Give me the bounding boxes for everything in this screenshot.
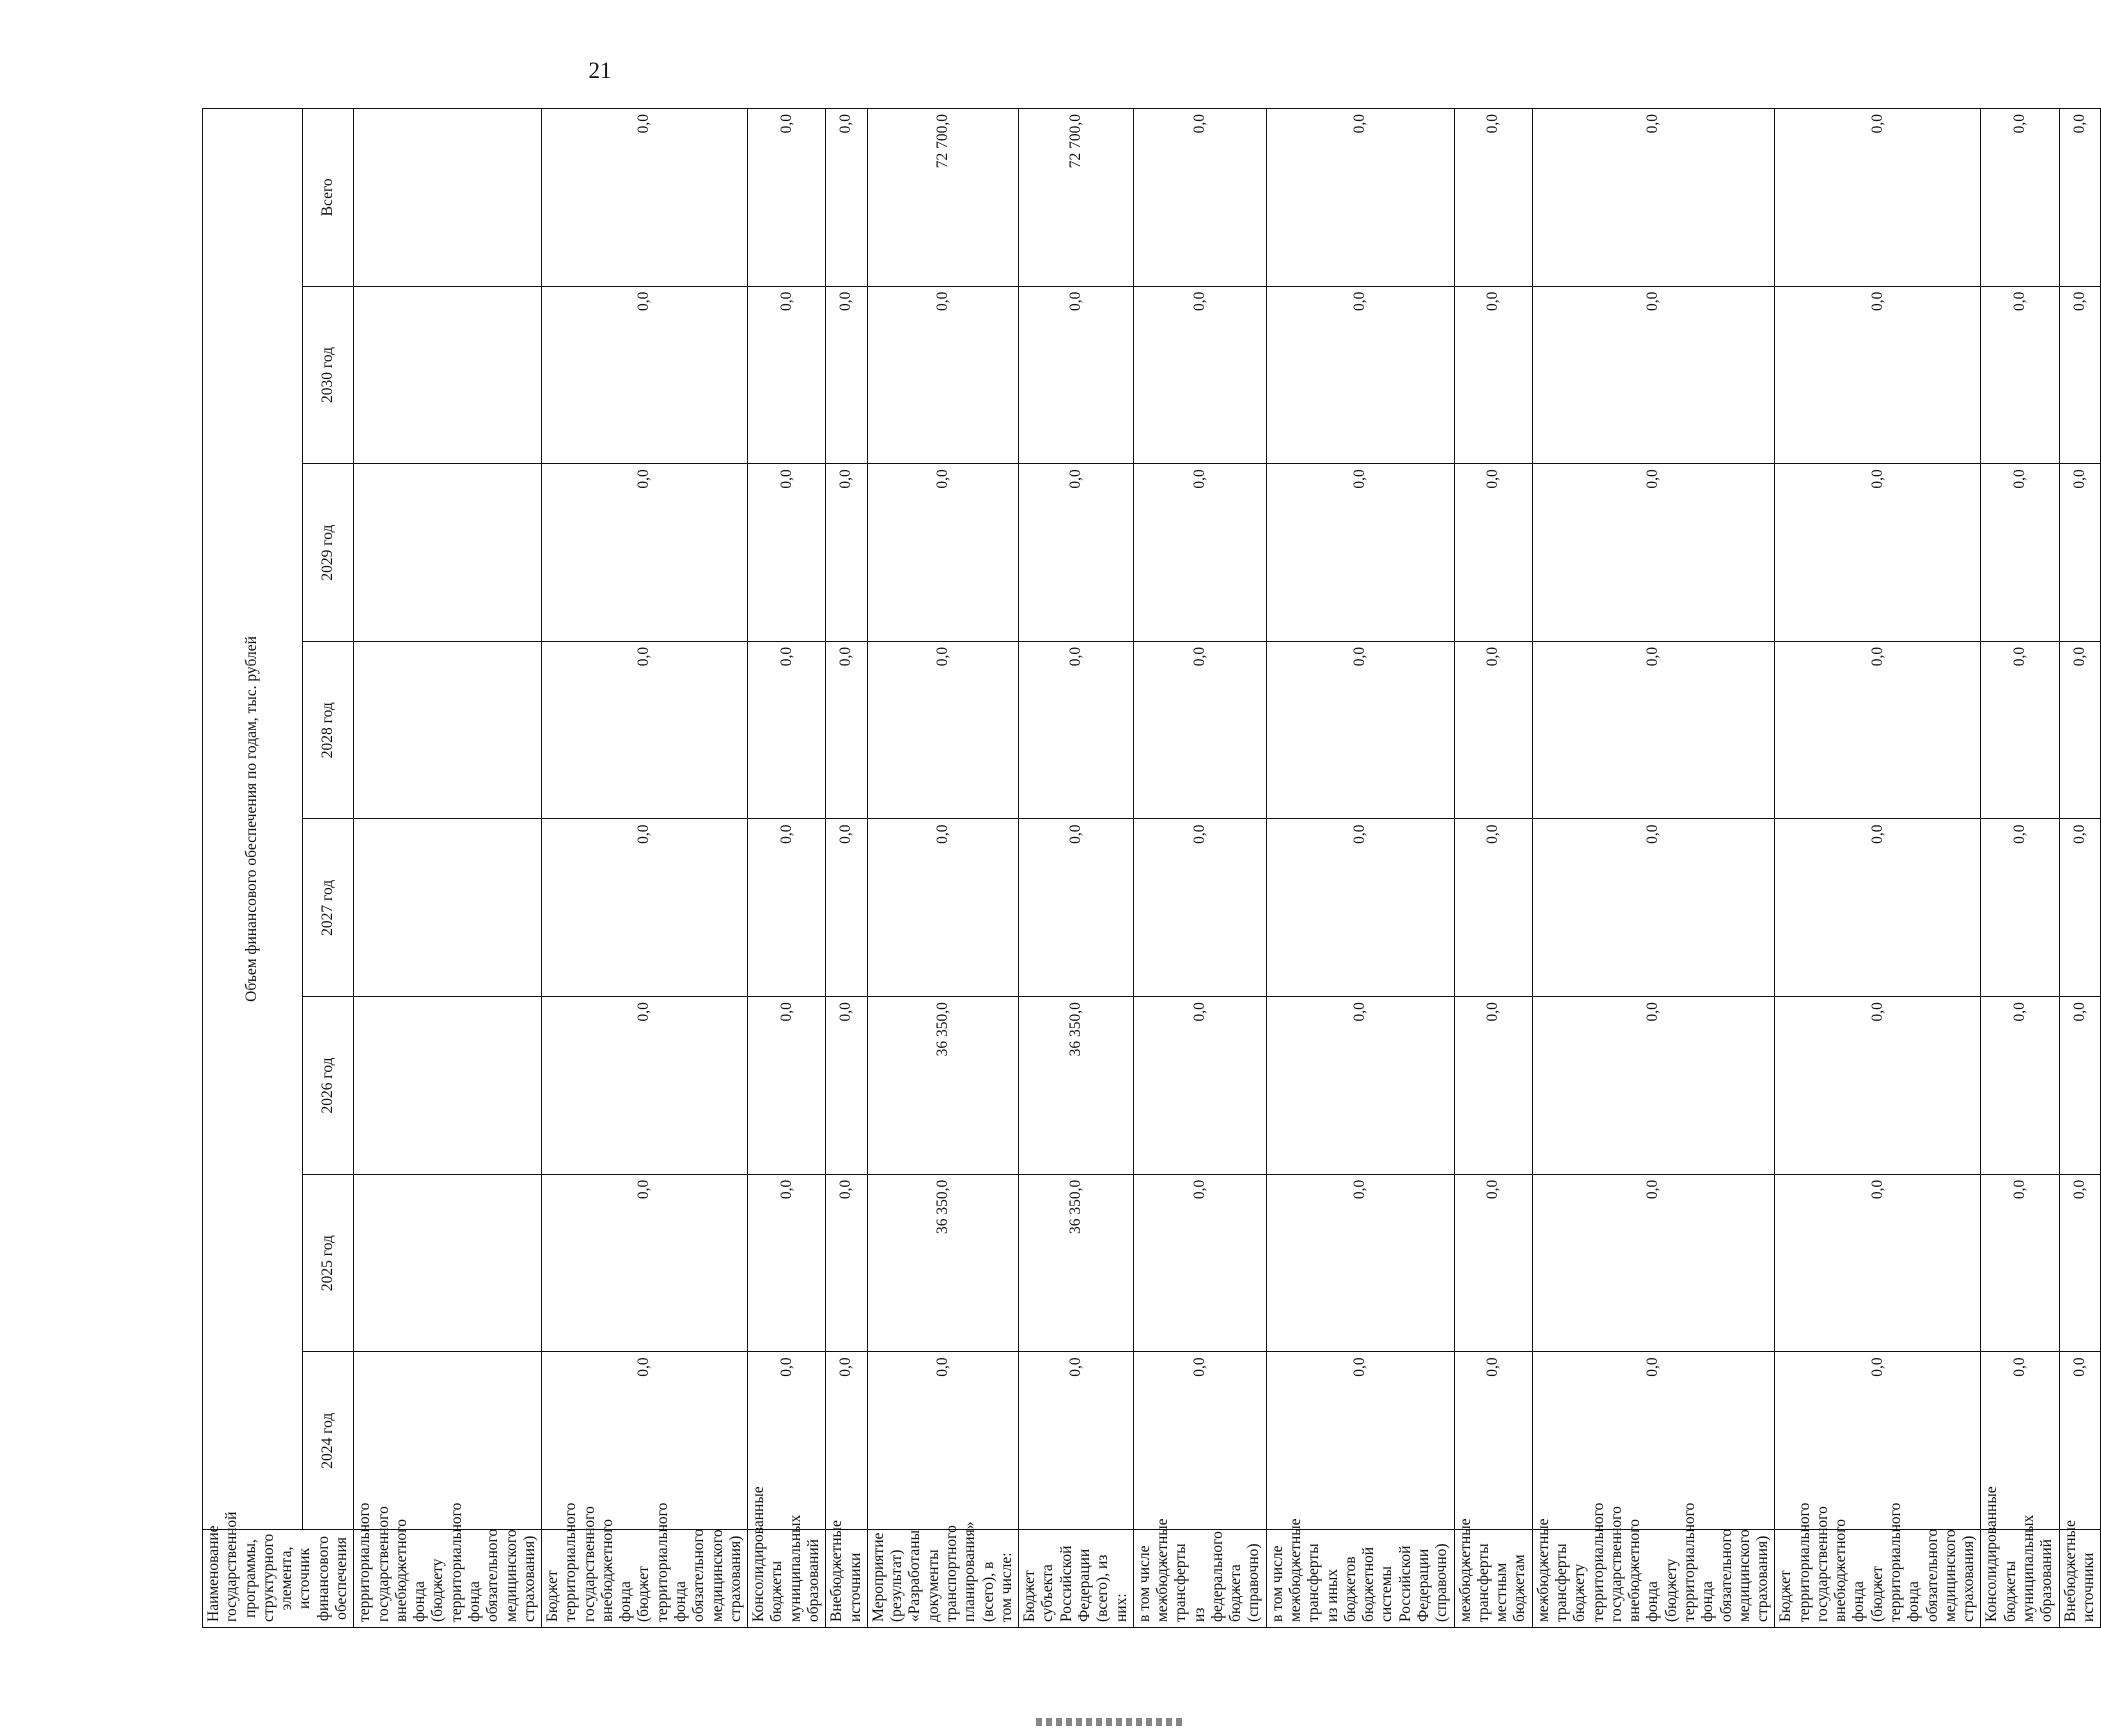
cell-value: 0,0 [1532,819,1775,997]
header-row-2 [303,109,354,1628]
cell-value: 0,0 [2059,1352,2101,1530]
cell-value: 0,0 [826,1352,868,1530]
cell-value: 0,0 [1133,1174,1266,1352]
table-row [1266,109,1454,1628]
table-row [826,109,868,1628]
table-row [1981,109,2059,1628]
cell-value: 0,0 [1019,464,1134,642]
cell-value: 0,0 [1775,641,1981,819]
cell-value: 0,0 [2059,819,2101,997]
cell-value: 0,0 [1981,997,2059,1175]
header-row-1 [203,109,303,1628]
cell-value: 0,0 [542,997,748,1175]
cell-value: 0,0 [1981,641,2059,819]
header-volume: Объем финансового обеспечения по годам, тыс. рублей [203,109,303,1530]
row-label: межбюджетные трансферты бюджету территориального государственного внебюджетного фонда (бюджету территориального фонда обязательного медицинского страхования) [1532,1530,1775,1628]
cell-value: 0,0 [1019,286,1134,464]
cell-value: 0,0 [1454,1174,1532,1352]
row-label: в том числе межбюджетные трансферты из иных бюджетов бюджетной системы Российской Федерации (справочно) [1266,1530,1454,1628]
cell-value: 0,0 [748,464,826,642]
cell-value: 0,0 [748,641,826,819]
cell-value: 0,0 [826,997,868,1175]
cell-value [354,997,542,1175]
cell-value [354,1174,542,1352]
cell-value: 0,0 [1454,286,1532,464]
cell-value: 0,0 [1454,641,1532,819]
header-year-2027: 2027 год [303,819,354,997]
cell-value: 0,0 [867,819,1018,997]
cell-value: 0,0 [2059,286,2101,464]
table-body [354,109,2101,1628]
cell-value: 0,0 [1532,1174,1775,1352]
header-year-2025: 2025 год [303,1174,354,1352]
cell-value: 0,0 [2059,464,2101,642]
header-year-2026: 2026 год [303,997,354,1175]
header-name-column: Наименование государственной программы, структурного элемента, источник финансового обеспечения [203,1530,354,1628]
cell-value: 0,0 [1266,464,1454,642]
cell-value: 0,0 [2059,997,2101,1175]
cell-value: 0,0 [748,1352,826,1530]
cell-value: 0,0 [1775,286,1981,464]
cell-value: 0,0 [542,819,748,997]
cell-value: 0,0 [1019,819,1134,997]
cell-value: 36 350,0 [867,997,1018,1175]
cell-value: 0,0 [1133,1352,1266,1530]
row-label: Внебюджетные источники [826,1530,868,1628]
table-row [1019,109,1134,1628]
cell-total: 72 700,0 [1019,109,1134,287]
table-row [2059,109,2101,1628]
cell-value: 0,0 [1133,819,1266,997]
header-year-2028: 2028 год [303,641,354,819]
cell-value [354,819,542,997]
page-number: 21 [588,58,612,83]
cell-value: 0,0 [1266,641,1454,819]
row-label: территориального государственного внебюджетного фонда (бюджету территориального фонда обязательного медицинского страхования) [354,1530,542,1628]
cell-total: 0,0 [542,109,748,287]
cell-value: 0,0 [826,641,868,819]
cell-value: 0,0 [1454,1352,1532,1530]
cell-value: 0,0 [1133,464,1266,642]
cell-value: 0,0 [1266,286,1454,464]
cell-value: 0,0 [1454,464,1532,642]
cell-value: 0,0 [542,464,748,642]
table-row [354,109,542,1628]
row-label: Внебюджетные источники [2059,1530,2101,1628]
cell-value: 0,0 [1775,1174,1981,1352]
cell-value: 0,0 [542,1352,748,1530]
table-row [1454,109,1532,1628]
cell-total: 0,0 [2059,109,2101,287]
cell-value: 0,0 [1532,1352,1775,1530]
cell-value: 0,0 [1981,1352,2059,1530]
header-total: Всего [303,109,354,287]
cell-value: 36 350,0 [1019,1174,1134,1352]
cell-value: 0,0 [1133,997,1266,1175]
cell-value: 0,0 [748,286,826,464]
cell-value: 0,0 [1775,1352,1981,1530]
cell-value: 0,0 [1775,464,1981,642]
cell-value: 0,0 [1532,286,1775,464]
cell-value: 0,0 [2059,641,2101,819]
scan-artifact [1036,1718,1186,1726]
cell-value: 0,0 [1266,1174,1454,1352]
cell-value: 0,0 [1981,819,2059,997]
cell-value [354,286,542,464]
financing-table [202,108,2101,1628]
cell-value: 0,0 [748,997,826,1175]
row-label: Консолидированные бюджеты муниципальных образований [1981,1530,2059,1628]
cell-value: 0,0 [1981,1174,2059,1352]
cell-value: 0,0 [1019,641,1134,819]
cell-value: 0,0 [542,286,748,464]
cell-value: 0,0 [867,1352,1018,1530]
row-label: Бюджет территориального государственного внебюджетного фонда (бюджет территориального фонда обязательного медицинского страхования) [1775,1530,1981,1628]
cell-value: 0,0 [826,464,868,642]
cell-value [354,641,542,819]
cell-value: 0,0 [1266,1352,1454,1530]
table-row [748,109,826,1628]
cell-value: 0,0 [1019,1352,1134,1530]
cell-value [354,464,542,642]
table-row [1133,109,1266,1628]
cell-total: 0,0 [1775,109,1981,287]
cell-value: 0,0 [867,464,1018,642]
cell-total [354,109,542,287]
row-label: Консолидированные бюджеты муниципальных образований [748,1530,826,1628]
cell-value: 0,0 [826,286,868,464]
header-year-2029: 2029 год [303,464,354,642]
cell-total: 0,0 [1266,109,1454,287]
cell-value: 0,0 [748,819,826,997]
cell-value: 0,0 [2059,1174,2101,1352]
cell-value: 0,0 [867,641,1018,819]
cell-value: 36 350,0 [867,1174,1018,1352]
cell-value: 36 350,0 [1019,997,1134,1175]
cell-value: 0,0 [1532,641,1775,819]
cell-value: 0,0 [1532,464,1775,642]
cell-value: 0,0 [826,819,868,997]
cell-value: 0,0 [1133,286,1266,464]
table-row [867,109,1018,1628]
header-year-2030: 2030 год [303,286,354,464]
cell-value: 0,0 [1981,286,2059,464]
cell-total: 0,0 [826,109,868,287]
cell-total: 0,0 [748,109,826,287]
cell-value: 0,0 [1775,819,1981,997]
cell-total: 72 700,0 [867,109,1018,287]
cell-total: 0,0 [1532,109,1775,287]
row-label: Бюджет территориального государственного внебюджетного фонда (бюджет территориального фонда обязательного медицинского страхования) [542,1530,748,1628]
header-year-2024: 2024 год [303,1352,354,1530]
row-label: Мероприятие (результат) «Разработаны документы транспортного планирования» (всего), в том числе: [867,1530,1018,1628]
cell-value: 0,0 [1981,464,2059,642]
cell-value: 0,0 [1266,997,1454,1175]
rotated-table-container [202,108,2097,1628]
cell-value: 0,0 [542,641,748,819]
row-label: в том числе межбюджетные трансферты из федерального бюджета (справочно) [1133,1530,1266,1628]
cell-value: 0,0 [867,286,1018,464]
cell-value: 0,0 [1454,997,1532,1175]
cell-value: 0,0 [826,1174,868,1352]
table-row [1532,109,1775,1628]
row-label: межбюджетные трансферты местным бюджетам [1454,1530,1532,1628]
cell-value: 0,0 [1454,819,1532,997]
cell-total: 0,0 [1454,109,1532,287]
cell-value: 0,0 [542,1174,748,1352]
cell-value: 0,0 [1775,997,1981,1175]
cell-value: 0,0 [1266,819,1454,997]
cell-total: 0,0 [1133,109,1266,287]
table-row [1775,109,1981,1628]
cell-value: 0,0 [748,1174,826,1352]
cell-value: 0,0 [1532,997,1775,1175]
cell-value: 0,0 [1133,641,1266,819]
table-row [542,109,748,1628]
cell-total: 0,0 [1981,109,2059,287]
row-label: Бюджет субъекта Российской Федерации (всего), из них: [1019,1530,1134,1628]
